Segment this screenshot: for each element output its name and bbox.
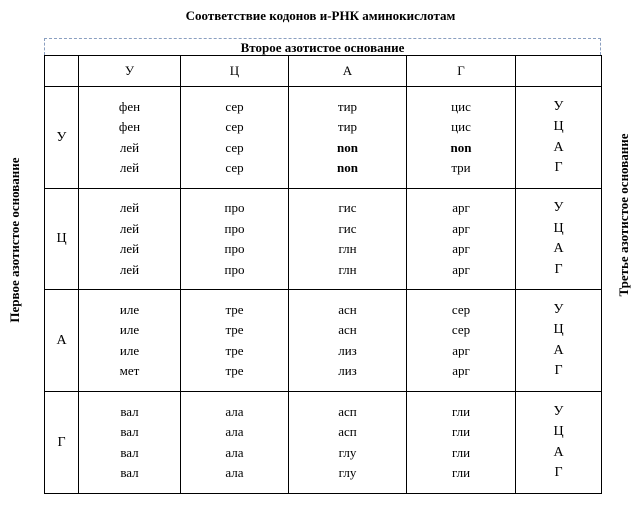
- amino-acid: глу: [338, 465, 357, 480]
- amino-acid: асн: [338, 322, 357, 337]
- amino-acid: ала: [225, 403, 244, 419]
- amino-acid-stack: [407, 402, 515, 484]
- amino-acid-stack: [407, 97, 515, 179]
- amino-acid: лиз: [338, 342, 357, 358]
- amino-acid-stack: [289, 198, 406, 280]
- amino-acid: глу: [338, 444, 357, 460]
- third-base-cell: [516, 87, 602, 189]
- amino-acid: тре: [225, 301, 244, 317]
- amino-acid: три: [451, 160, 471, 175]
- first-base-cell: У: [45, 87, 79, 189]
- amino-acid: гли: [451, 403, 471, 419]
- amino-acid: фен: [118, 98, 141, 114]
- amino-acid-cell: [181, 189, 289, 290]
- third-base-stack: [516, 97, 601, 179]
- third-base-letter: Г: [554, 160, 563, 175]
- amino-acid: тре: [225, 363, 244, 378]
- amino-acid: лей: [119, 160, 140, 175]
- first-base-cell: Г: [45, 392, 79, 494]
- amino-acid: гис: [338, 220, 357, 236]
- table-row: [45, 87, 602, 189]
- amino-acid-cell: [289, 189, 407, 290]
- amino-acid: фен: [118, 119, 141, 134]
- amino-acid-stack: [79, 97, 180, 179]
- amino-acid: лиз: [338, 363, 357, 378]
- third-base-letter: Г: [554, 363, 563, 378]
- amino-acid: иле: [119, 301, 140, 317]
- third-base-letter: Г: [554, 465, 563, 480]
- amino-acid: ала: [225, 424, 244, 439]
- amino-acid: гис: [338, 200, 357, 215]
- amino-acid: лей: [119, 139, 140, 155]
- amino-acid-cell: [79, 392, 181, 494]
- amino-acid: арг: [452, 200, 470, 215]
- amino-acid: гли: [451, 444, 471, 460]
- third-base-cell: [516, 290, 602, 392]
- third-base-letter: У: [553, 301, 564, 317]
- amino-acid: вал: [120, 465, 139, 480]
- amino-acid: асн: [338, 301, 357, 317]
- column-header-empty: [45, 56, 79, 87]
- amino-acid-stack: [181, 198, 288, 280]
- amino-acid: сер: [451, 322, 471, 337]
- amino-acid: тре: [225, 322, 244, 337]
- amino-acid-cell: [181, 392, 289, 494]
- column-header-g: Г: [407, 56, 516, 87]
- third-base-cell: [516, 189, 602, 290]
- column-header-row: [45, 56, 602, 87]
- third-base-letter: У: [553, 98, 564, 114]
- amino-acid: сер: [225, 119, 244, 134]
- amino-acid: вал: [120, 424, 139, 439]
- amino-acid: non: [450, 139, 472, 155]
- amino-acid-stack: [289, 300, 406, 382]
- third-base-letter: Ц: [553, 119, 564, 134]
- amino-acid-cell: [79, 87, 181, 189]
- amino-acid: сер: [225, 98, 244, 114]
- page-title: Соответствие кодонов и-РНК аминокислотам: [185, 8, 456, 23]
- amino-acid: лей: [119, 200, 140, 215]
- amino-acid: про: [224, 261, 245, 277]
- amino-acid: глн: [338, 261, 357, 277]
- amino-acid: про: [224, 220, 245, 236]
- amino-acid-stack: [79, 402, 180, 484]
- third-base-letter: А: [553, 139, 564, 155]
- column-header-u: У: [79, 56, 181, 87]
- amino-acid: тир: [337, 98, 358, 114]
- table-row: [45, 392, 602, 494]
- amino-acid: иле: [119, 342, 140, 358]
- amino-acid-cell: [289, 290, 407, 392]
- table-row: [45, 290, 602, 392]
- amino-acid-stack: [407, 198, 515, 280]
- third-base-stack: [516, 198, 601, 280]
- amino-acid: non: [337, 139, 358, 155]
- amino-acid: иле: [119, 322, 140, 337]
- amino-acid: арг: [452, 241, 470, 256]
- codon-table: [44, 55, 602, 494]
- amino-acid: цис: [451, 98, 471, 114]
- first-base-cell: А: [45, 290, 79, 392]
- amino-acid: арг: [452, 363, 470, 378]
- amino-acid: гли: [451, 465, 471, 480]
- third-base-letter: А: [553, 444, 564, 460]
- amino-acid-cell: [79, 290, 181, 392]
- third-base-stack: [516, 300, 601, 382]
- amino-acid: лей: [119, 261, 140, 277]
- amino-acid: тир: [337, 119, 358, 134]
- amino-acid-cell: [407, 290, 516, 392]
- first-base-label: Первое азотистое основание: [7, 157, 22, 323]
- first-base-cell: Ц: [45, 189, 79, 290]
- amino-acid: мет: [119, 363, 140, 378]
- amino-acid-cell: [79, 189, 181, 290]
- amino-acid: арг: [452, 261, 470, 277]
- amino-acid-stack: [289, 402, 406, 484]
- amino-acid-stack: [289, 97, 406, 179]
- amino-acid-stack: [181, 300, 288, 382]
- amino-acid-cell: [289, 392, 407, 494]
- amino-acid-stack: [407, 300, 515, 382]
- amino-acid-stack: [181, 97, 288, 179]
- amino-acid: тре: [225, 342, 244, 358]
- table-row: [45, 189, 602, 290]
- second-base-header: Второе азотистое основание: [44, 38, 601, 55]
- amino-acid: про: [224, 241, 245, 256]
- amino-acid: сер: [451, 301, 471, 317]
- third-base-label: Третье азотистое основание: [616, 133, 631, 297]
- amino-acid: лей: [119, 220, 140, 236]
- amino-acid: ала: [225, 444, 244, 460]
- amino-acid: асп: [338, 424, 357, 439]
- amino-acid-stack: [181, 402, 288, 484]
- amino-acid: вал: [120, 444, 139, 460]
- column-header-third: [516, 56, 602, 87]
- third-base-letter: Ц: [553, 424, 564, 439]
- amino-acid-cell: [407, 392, 516, 494]
- amino-acid: ала: [225, 465, 244, 480]
- amino-acid: лей: [119, 241, 140, 256]
- amino-acid: глн: [338, 241, 357, 256]
- amino-acid: non: [337, 160, 358, 175]
- amino-acid: сер: [225, 160, 244, 175]
- third-base-letter: У: [553, 403, 564, 419]
- third-base-letter: У: [553, 200, 564, 215]
- amino-acid: цис: [451, 119, 471, 134]
- amino-acid: про: [224, 200, 245, 215]
- amino-acid: сер: [225, 139, 244, 155]
- third-base-stack: [516, 402, 601, 484]
- amino-acid: арг: [452, 220, 470, 236]
- third-base-letter: А: [553, 342, 564, 358]
- third-base-cell: [516, 392, 602, 494]
- amino-acid-cell: [181, 87, 289, 189]
- column-header-a: А: [289, 56, 407, 87]
- amino-acid: вал: [120, 403, 139, 419]
- third-base-letter: Ц: [553, 220, 564, 236]
- amino-acid-cell: [289, 87, 407, 189]
- amino-acid-cell: [407, 87, 516, 189]
- amino-acid-cell: [181, 290, 289, 392]
- amino-acid: асп: [338, 403, 357, 419]
- third-base-letter: Ц: [553, 322, 564, 337]
- amino-acid: арг: [452, 342, 470, 358]
- amino-acid-cell: [407, 189, 516, 290]
- third-base-letter: Г: [554, 261, 563, 277]
- amino-acid: гли: [451, 424, 471, 439]
- third-base-letter: А: [553, 241, 564, 256]
- amino-acid-stack: [79, 300, 180, 382]
- column-header-c: Ц: [181, 56, 289, 87]
- amino-acid-stack: [79, 198, 180, 280]
